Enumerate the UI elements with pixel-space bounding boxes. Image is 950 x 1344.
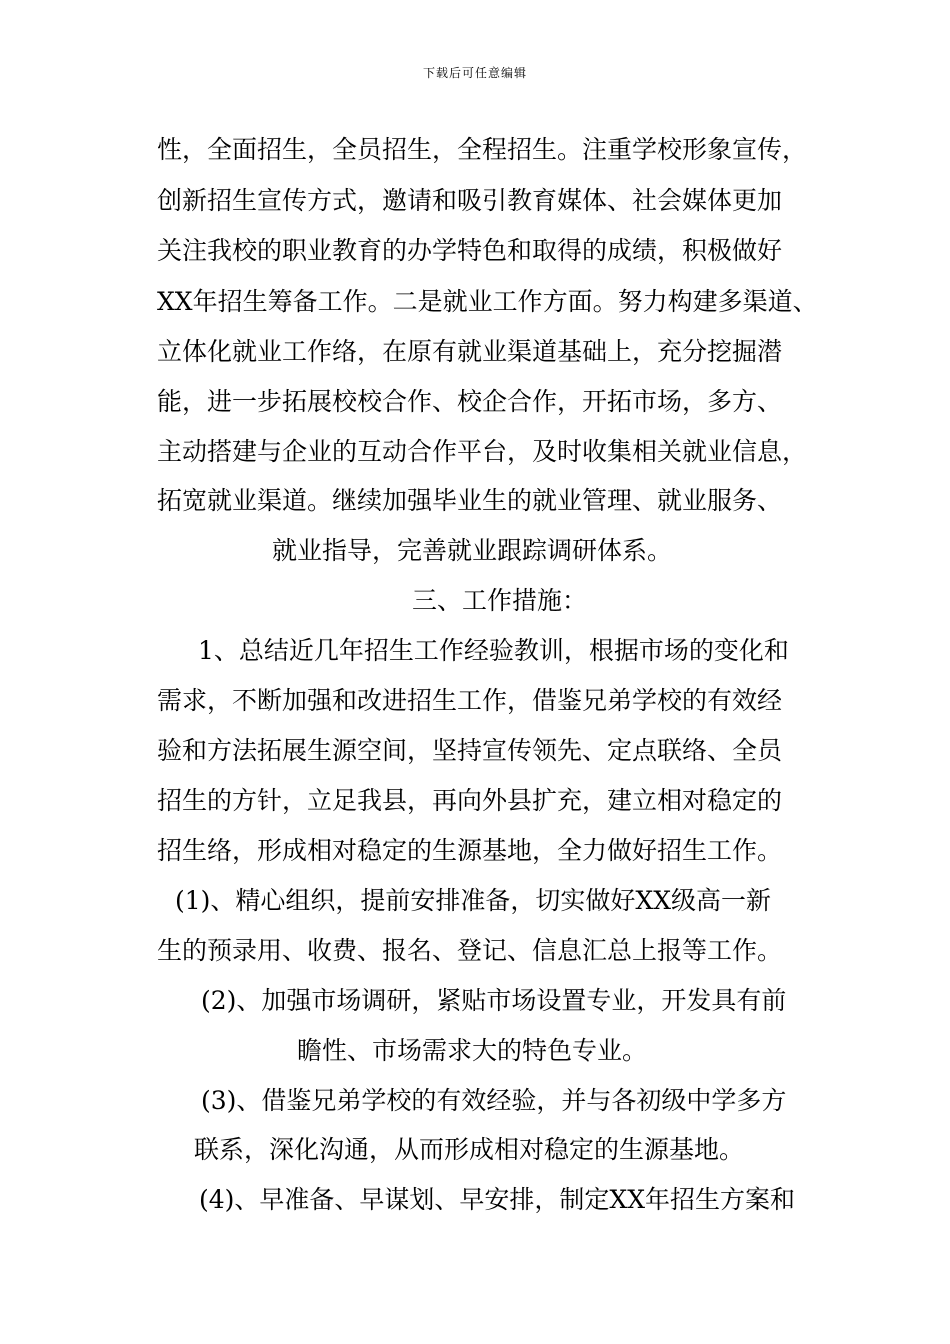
paragraph-line: 创新招生宣传方式，邀请和吸引教育媒体、社会媒体更加 <box>157 186 783 215</box>
paragraph-line: 就业指导，完善就业跟踪调研体系。 <box>272 536 673 565</box>
paragraph-line: 验和方法拓展生源空间，坚持宣传领先、定点联络、全员 <box>157 736 783 765</box>
list-item-line: (2)、加强市场调研，紧贴市场设置专业，开发具有前 <box>201 986 787 1015</box>
paragraph-line: 性，全面招生，全员招生，全程招生。注重学校形象宣传， <box>157 135 808 164</box>
paragraph-line: 主动搭建与企业的互动合作平台，及时收集相关就业信息， <box>157 437 808 466</box>
section-heading: 三、工作措施： <box>412 586 588 615</box>
list-item-line: 生的预录用、收费、报名、登记、信息汇总上报等工作。 <box>157 936 783 965</box>
list-item-line: 联系，深化沟通，从而形成相对稳定的生源基地。 <box>194 1135 745 1164</box>
list-item-line: (1)、精心组织，提前安排准备，切实做好XX级高一新 <box>175 886 772 915</box>
paragraph-line: 能，进一步拓展校校合作、校企合作，开拓市场，多方、 <box>157 387 783 416</box>
page-header: 下载后可任意编辑 <box>422 66 527 80</box>
paragraph-line: 立体化就业工作络，在原有就业渠道基础上，充分挖掘潜 <box>157 337 783 366</box>
list-item-line: (3)、借鉴兄弟学校的有效经验，并与各初级中学多方 <box>201 1086 787 1115</box>
paragraph-line: 招生络，形成相对稳定的生源基地，全力做好招生工作。 <box>157 836 783 865</box>
paragraph-line: 1、总结近几年招生工作经验教训，根据市场的变化和 <box>198 636 789 665</box>
paragraph-line: 需求，不断加强和改进招生工作，借鉴兄弟学校的有效经 <box>157 686 783 715</box>
paragraph-line: 拓宽就业渠道。继续加强毕业生的就业管理、就业服务、 <box>157 486 783 515</box>
paragraph-line: 招生的方针，立足我县，再向外县扩充，建立相对稳定的 <box>157 786 783 815</box>
list-item-line: 瞻性、市场需求大的特色专业。 <box>297 1036 648 1065</box>
paragraph-line: XX年招生筹备工作。二是就业工作方面。努力构建多渠道、 <box>157 287 818 316</box>
paragraph-line: 关注我校的职业教育的办学特色和取得的成绩，积极做好 <box>157 236 783 265</box>
list-item-line: (4)、早准备、早谋划、早安排，制定XX年招生方案和 <box>199 1185 796 1214</box>
